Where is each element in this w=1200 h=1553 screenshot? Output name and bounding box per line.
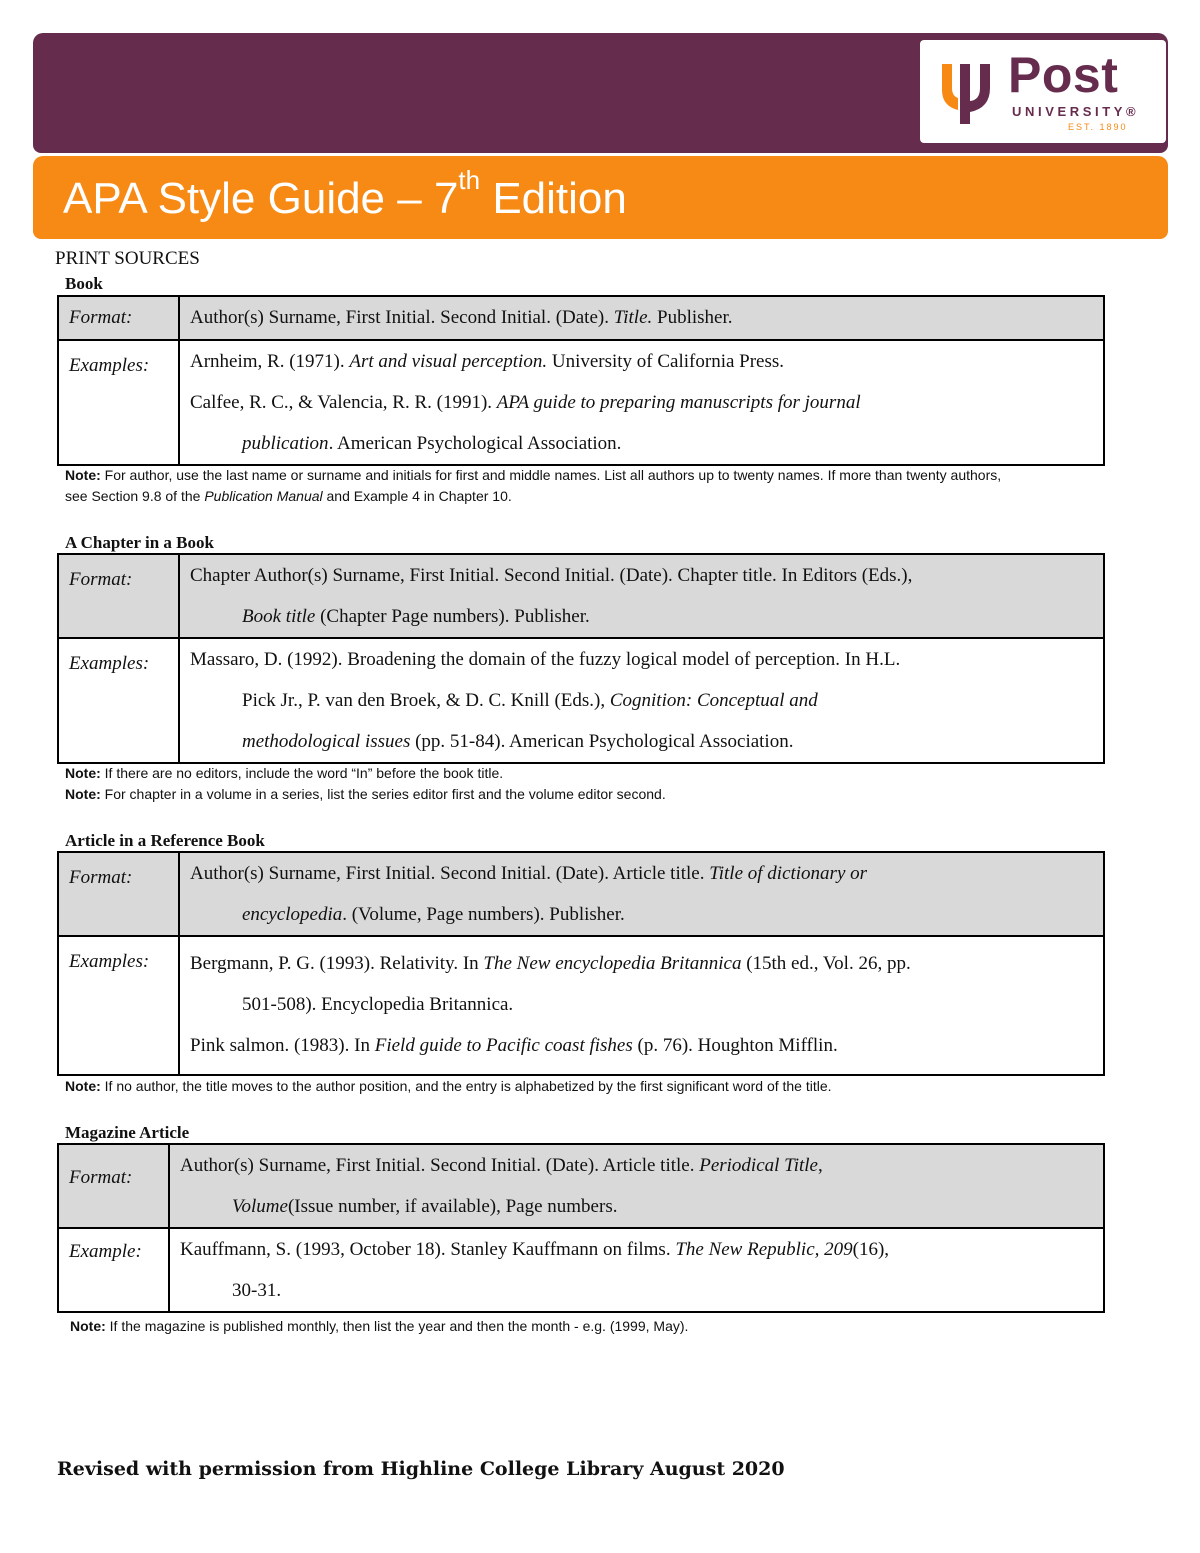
format-text: Author(s) Surname, First Initial. Second Initial. (Date). Article title. Periodical Title, Volume(Issue number, if available), Page numbers. [169,1144,1104,1228]
format-label: Format: [58,1144,169,1228]
magazine-table [57,1143,1105,1313]
logo-established: EST. 1890 [1068,122,1128,132]
book-table [57,295,1105,466]
examples-text: Massaro, D. (1992). Broadening the domain of the fuzzy logical model of perception. In H.L. Pick Jr., P. van den Broek, & D. C. Knill (Eds.), Cognition: Conceptual and methodological issues (pp. 51-84). American Psychological Association. [179,638,1104,763]
format-label: Format: [58,852,179,936]
logo-subtitle: UNIVERSITY® [1012,104,1140,119]
example-label: Example: [58,1228,169,1312]
format-text: Author(s) Surname, First Initial. Second Initial. (Date). Article title. Title of dictionary or encyclopedia. (Volume, Page numbers). Publisher. [179,852,1104,936]
chapter-heading: A Chapter in a Book [65,533,214,552]
book-note: Note: For author, use the last name or surname and initials for first and middle names. List all authors up to twenty names. If more than twenty authors, see Section 9.8 of the Publication Manual and Example 4 in Chapter 10. [65,467,1002,504]
reference-note: Note: If no author, the title moves to the author position, and the entry is alphabetized by the first significant word of the title. [65,1078,832,1094]
reference-table [57,851,1105,1076]
examples-label: Examples: [58,936,179,1075]
format-text: Author(s) Surname, First Initial. Second Initial. (Date). Title. Publisher. [179,296,1104,340]
logo-wordmark: Post [1008,47,1119,103]
format-label: Format: [58,296,179,340]
examples-text: Arnheim, R. (1971). Art and visual perception. University of California Press. Calfee, R. C., & Valencia, R. R. (1991). APA guide to preparing manuscripts for journal publication. American Psychological Association. [179,340,1104,465]
chapter-note-2: Note: For chapter in a volume in a series, list the series editor first and the volume editor second. [65,786,666,802]
post-university-logo [920,40,1166,143]
section-title: PRINT SOURCES [55,248,200,269]
format-text: Chapter Author(s) Surname, First Initial. Second Initial. (Date). Chapter title. In Editors (Eds.), Book title (Chapter Page numbers). Publisher. [179,554,1104,638]
magazine-note: Note: If the magazine is published monthly, then list the year and then the month - e.g. (1999, May). [70,1318,689,1334]
magazine-heading: Magazine Article [65,1123,190,1142]
page-title: APA Style Guide – 7th Edition [63,165,627,223]
footer-credit: Revised with permission from Highline College Library August 2020 [57,1458,785,1480]
examples-text: Bergmann, P. G. (1993). Relativity. In The New encyclopedia Britannica (15th ed., Vol. 26, pp. 501-508). Encyclopedia Britannica. Pink salmon. (1983). In Field guide to Pacific coast fishes (p. 76). Houghton Mifflin. [179,936,1104,1075]
example-text: Kauffmann, S. (1993, October 18). Stanley Kauffmann on films. The New Republic, 209(16), 30-31. [169,1228,1104,1312]
chapter-table [57,553,1105,764]
chapter-note-1: Note: If there are no editors, include the word “In” before the book title. [65,765,504,781]
book-heading: Book [65,274,103,293]
examples-label: Examples: [58,638,179,763]
format-label: Format: [58,554,179,638]
reference-heading: Article in a Reference Book [65,831,265,850]
university-logo-icon [936,54,1000,126]
examples-label: Examples: [58,340,179,465]
